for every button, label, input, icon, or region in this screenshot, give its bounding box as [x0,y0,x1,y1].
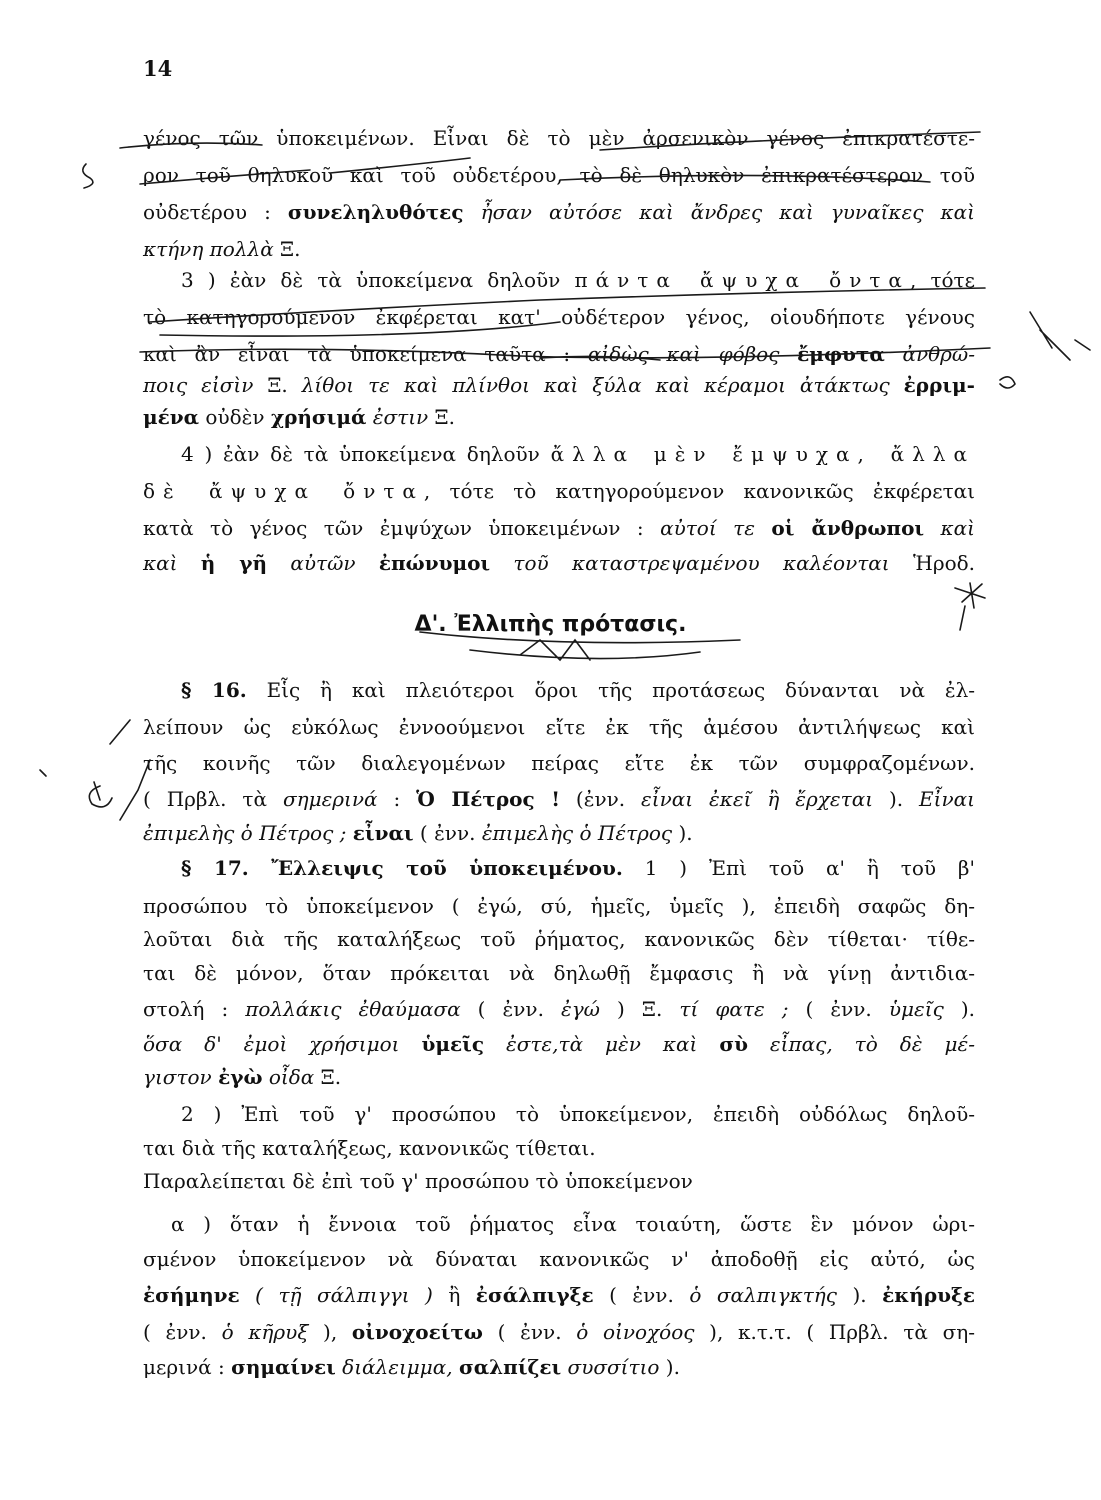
text-line [143,440,975,468]
text-run: διάλειμμα, [335,1355,453,1379]
text-run: 1 ) Ἐπὶ τοῦ α' ἢ τοῦ β' [622,856,975,880]
text-run: ἐσάλπιγξε [475,1283,594,1307]
text-run [779,342,797,366]
text-run: 4 ) ἐὰν δὲ τὰ ὑποκείμενα δηλοῦν [181,442,551,466]
text-line [143,854,975,882]
text-run: σὺ [719,1032,748,1056]
text-line [143,1134,975,1162]
text-run: ὅσα δ' ἐμοὶ χρήσιμοι [143,1032,400,1056]
text-run: πάντα ἄψυχα ὄντα [574,268,910,292]
text-run: εἶπας, τὸ δὲ μέ- [747,1032,975,1056]
text-run: ὑμεῖς [888,997,944,1021]
text-line [143,1063,975,1091]
text-run: δὲ ἄψυχα ὄντα [143,479,424,503]
text-run: ὁ κῆρυξ [221,1320,309,1344]
text-line [143,403,975,431]
text-run [177,551,200,575]
text-run: σαλπίζει [459,1355,562,1379]
text-run: ( τῇ σάλπιγγι ) [239,1283,449,1307]
text-run: οὐδὲν [199,405,271,429]
text-line [143,785,975,813]
text-run: αὐτῶν [267,551,356,575]
text-run [890,373,904,397]
text-run: ἐγὼ [218,1065,263,1089]
text-run: εἶναι [352,821,414,845]
text-run: ἐστιν [366,405,429,429]
text-run: κτήνη πολλὰ [143,237,274,261]
pen-mark [1000,377,1015,388]
text-run: ἐσήμηνε [143,1283,240,1307]
text-run: εἶναι ἐκεῖ ἢ ἔρχεται [641,787,874,811]
text-line [143,1353,975,1381]
text-run: ἄλλα μὲν ἔμψυχα, ἄλλα [550,442,975,466]
text-line [143,549,975,577]
text-run: μερινά : [143,1355,232,1379]
text-run [356,551,379,575]
text-run: καὶ ἂν εἶναι τὰ ὑποκείμενα ταῦτα : [143,342,588,366]
text-line [143,995,975,1023]
text-run: Εἶναι [919,787,975,811]
text-run: ( ἐνν. [143,1320,222,1344]
text-run: ἀνθρώ- [884,342,975,366]
text-line [143,713,975,741]
text-run: ρον τοῦ θηλυκοῦ καὶ τοῦ οὐδετέρου, τὸ δὲ θηλυκὸν ἐπικρατέστερον τοῦ [143,163,975,187]
text-line [143,303,975,331]
text-run: οὐδετέρου : [143,200,288,224]
text-line [143,124,975,152]
text-run: πολλάκις ἐθαύμασα [245,997,461,1021]
text-run: ποις εἰσὶν [143,373,254,397]
text-run: συνεληλυθότες [287,200,464,224]
pen-scribble [83,164,93,188]
text-run: κατὰ τὸ γένος τῶν ἐμψύχων ὑποκειμένων : [143,516,661,540]
text-run: συσσίτιο [561,1355,660,1379]
text-line [143,266,975,294]
text-run: αὐτοί τε [660,516,755,540]
text-run: καὶ [924,516,976,540]
text-run: 3 ) ἐὰν δὲ τὰ ὑποκείμενα δηλοῦν [181,268,575,292]
text-run: Ἡροδ. [889,551,976,575]
text-run: γιστον [143,1065,212,1089]
pen-mark [40,770,46,776]
text-run: Ξ. [253,373,302,397]
text-run: οἰνοχοείτω [351,1320,483,1344]
text-run: ἐπιμελὴς ὁ Πέτρος ; [143,821,347,845]
text-run: ( ἐνν. [413,821,482,845]
text-line [143,371,975,399]
text-line [143,514,975,542]
text-run: τῆς κοινῆς τῶν διαλεγομένων πείρας εἴτε ἐκ τῶν συμφραζομένων. [143,751,975,775]
pen-mark [89,720,150,820]
text-run: τοῦ καταστρεψαμένου καλέονται [490,551,890,575]
text-run: 2 ) Ἐπὶ τοῦ γ' προσώπου τὸ ὑποκείμενον, ἐπειδὴ οὐδόλως δηλοῦ- [181,1102,975,1126]
text-run: Ξ. [428,405,455,429]
text-run: (ἐνν. [560,787,642,811]
text-run: οἶδα [262,1065,315,1089]
text-line [143,749,975,777]
text-run: ). [873,787,920,811]
text-run [755,516,771,540]
text-run: Εἷς ἢ καὶ πλειότεροι ὅροι τῆς προτάσεως δύνανται νὰ ἐλ- [246,678,975,702]
text-line [143,1100,975,1128]
text-run: καὶ [143,551,178,575]
text-run [697,1032,719,1056]
text-run: ( ἐνν. [460,997,561,1021]
text-line [143,1245,975,1273]
text-run: ἐκήρυξε [882,1283,975,1307]
text-run: αἰδὼς καὶ φόβος [587,342,780,366]
text-run: σημερινά [282,787,378,811]
text-run: ( ἐνν. [482,1320,577,1344]
text-run: , τότε [909,268,975,292]
text-run: ται δὲ μόνον, ὅταν πρόκειται νὰ δηλωθῇ ἔμφασις ἢ νὰ γίνῃ ἀντιδια- [143,961,975,985]
text-run: σημαίνει [231,1355,336,1379]
heading-flourish [470,640,700,660]
text-run: λείπουν ὡς εὐκόλως ἐννοούμενοι εἴτε ἐκ τῆς ἀμέσου ἀντιλήψεως καὶ [143,715,975,739]
text-line [143,235,975,263]
text-run: § 16. [181,678,247,702]
text-run: , τότε τὸ κατηγορούμενον κανονικῶς ἐκφέρεται [423,479,975,503]
text-line [143,1030,975,1058]
text-run: ἐπώνυμοι [378,551,491,575]
text-run: Ὁ Πέτρος ! [416,787,560,811]
text-run: σμένον ὑποκείμενον νὰ δύναται κανονικῶς ν' ἀποδοθῇ εἰς αὐτό, ὡς [143,1247,975,1271]
text-run: λοῦται διὰ τῆς καταλήξεως τοῦ ῥήματος, κανονικῶς δὲν τίθεται· τίθε- [143,927,975,951]
text-run: ὁ σαλπιγκτής [689,1283,837,1307]
text-run: Παραλείπεται δὲ ἐπὶ τοῦ γ' προσώπου τὸ ὑποκείμενον [143,1169,693,1193]
text-run: ὑμεῖς [421,1032,484,1056]
text-run: ὁ οἰνοχόος [576,1320,695,1344]
text-run: ται διὰ τῆς καταλήξεως, κανονικῶς τίθεται. [143,1136,596,1160]
text-line [143,1281,975,1309]
text-run: ἐγώ [561,997,600,1021]
text-run: ἢ [448,1283,476,1307]
text-line [143,819,975,847]
text-line [143,892,975,920]
text-line [143,676,975,704]
text-run: τὸ κατηγορούμενον ἐκφέρεται κατ' οὐδέτερον γένος, οἱουδήποτε γένους [143,305,975,329]
text-run: μένα [143,405,200,429]
text-run: χρήσιμά [270,405,367,429]
text-run: ( Πρβλ. τὰ [143,787,283,811]
pen-mark [1030,312,1090,360]
section-heading: Δ'. Ἐλλιπὴς πρότασις. [414,612,687,637]
text-run: ). [659,1355,680,1379]
text-run: ( ἐνν. [788,997,889,1021]
text-line [143,198,975,226]
text-line [143,161,975,189]
text-run: : [377,787,417,811]
text-line [143,1210,975,1238]
text-run [400,1032,422,1056]
text-run: οἱ ἄνθρωποι [771,516,925,540]
text-run: προσώπου τὸ ὑποκείμενον ( ἐγώ, σύ, ἡμεῖς, ὑμεῖς ), ἐπειδὴ σαφῶς δη- [143,894,975,918]
text-line [143,1167,975,1195]
page-number: 14 [143,56,173,81]
text-run: α ) ὅταν ἡ ἔννοια τοῦ ῥήματος εἶνα τοιαύτη, ὥστε ἓν μόνον ὡρι- [171,1212,975,1236]
text-run: ἔμφυτα [797,342,885,366]
text-line [143,959,975,987]
text-run: γένος τῶν ὑποκειμένων. Εἶναι δὲ τὸ μὲν ἀρσενικὸν γένος ἐπικρατέστε- [143,126,975,150]
text-run: τί φατε ; [679,997,789,1021]
text-run: ( ἐνν. [593,1283,690,1307]
text-run: ). [836,1283,883,1307]
text-run: ) Ξ. [600,997,680,1021]
text-line [143,340,975,368]
text-run: λίθοι τε καὶ πλίνθοι καὶ ξύλα καὶ κέραμοι ἀτάκτως [301,373,890,397]
text-line [143,477,975,505]
text-run: ). [943,997,975,1021]
text-line [143,925,975,953]
text-run: ). [672,821,693,845]
text-line [143,1318,975,1346]
pen-mark [94,782,100,800]
text-run: ), [308,1320,352,1344]
text-run: ἦσαν αὐτόσε καὶ ἄνδρες καὶ γυναῖκες καὶ [463,200,976,224]
text-run: ἡ γῆ [200,551,268,575]
text-run: § 17. Ἔλλειψις τοῦ ὑποκειμένου. [181,856,623,880]
text-run: στολή : [143,997,246,1021]
text-run: ἐρριμ- [903,373,975,397]
text-run: ἐστε,τὰ μὲν καὶ [484,1032,698,1056]
text-run: ἐπιμελὴς ὁ Πέτρος [481,821,673,845]
text-run: ), κ.τ.τ. ( Πρβλ. τὰ ση- [694,1320,975,1344]
text-run: Ξ. [314,1065,342,1089]
text-run: Ξ. [273,237,301,261]
